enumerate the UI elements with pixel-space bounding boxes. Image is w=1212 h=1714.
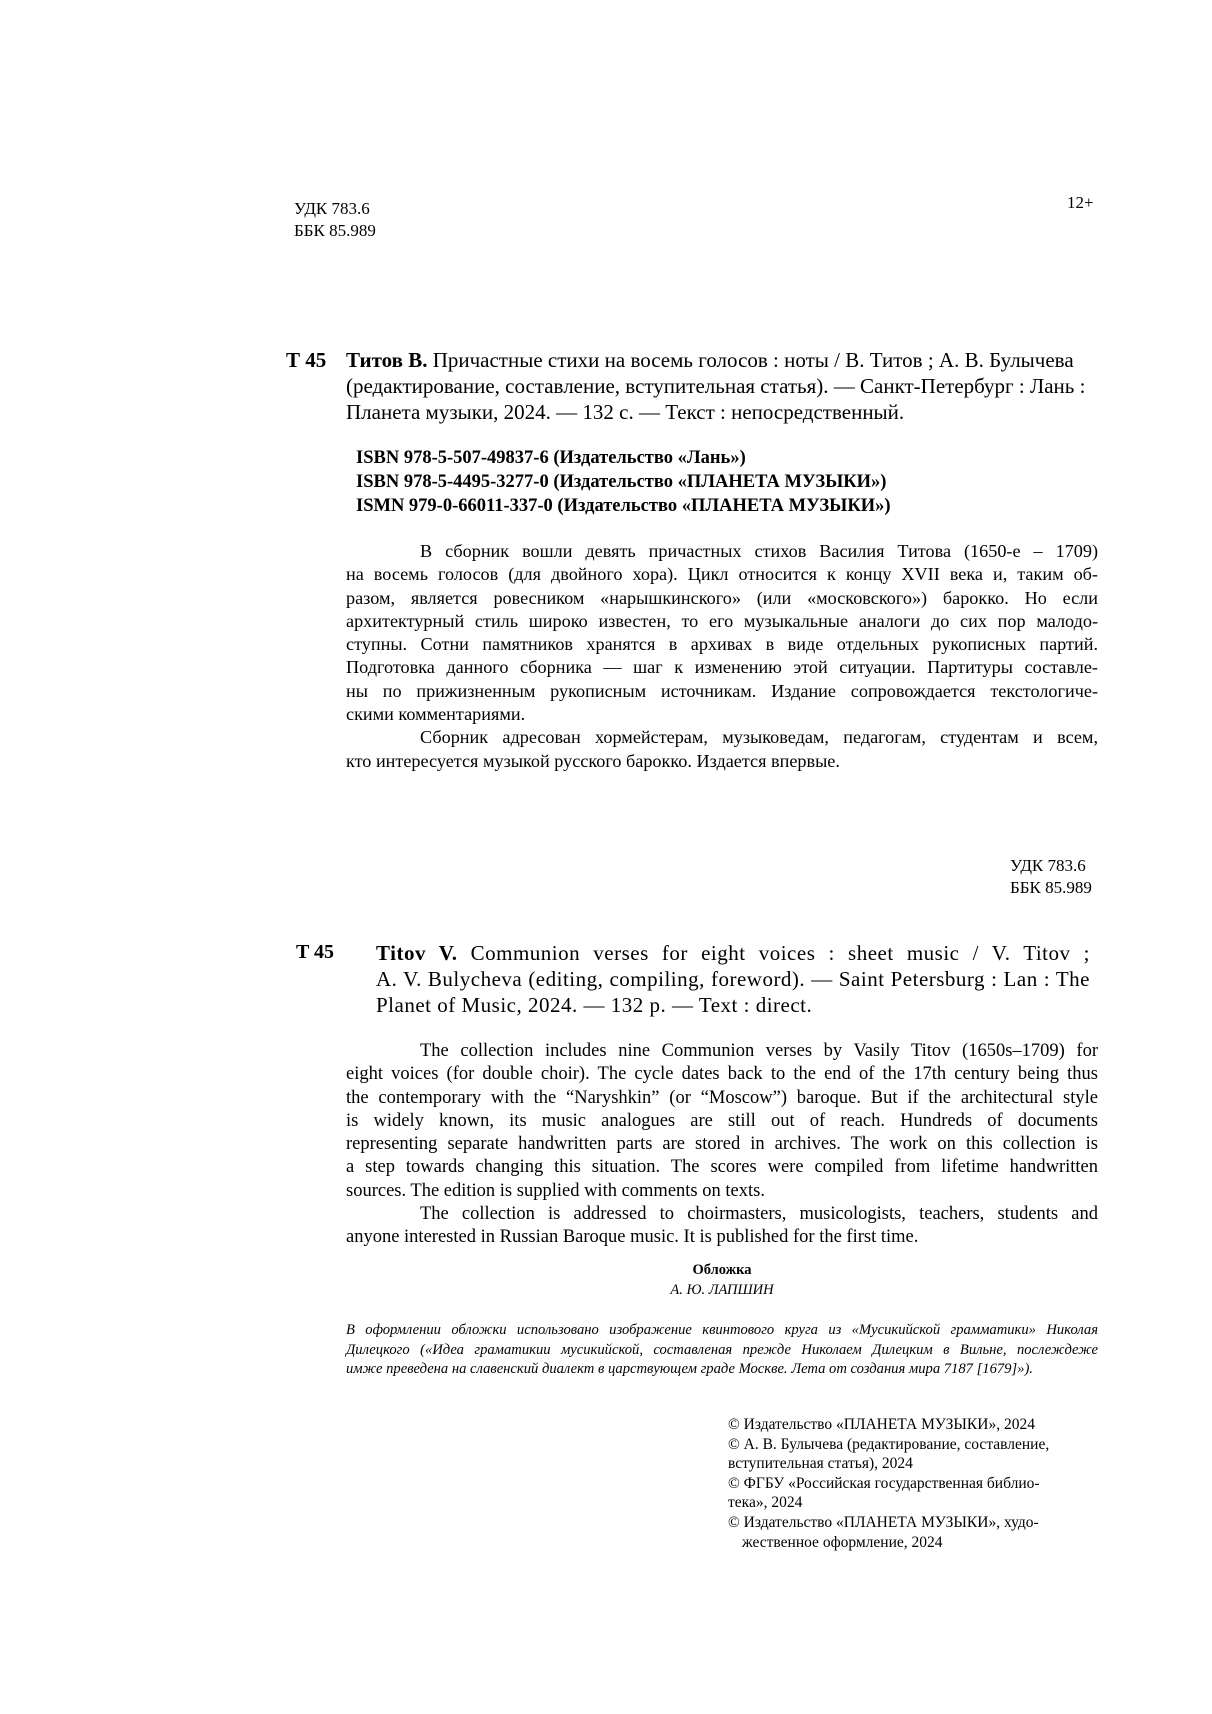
copyright-line: жественное оформление, 2024 [742, 1533, 943, 1551]
abstract-line: В сборник вошли девять причастных стихов Василия Титова (1650-е – 1709) [420, 541, 1098, 561]
abstract-line: на восемь голосов (для двойного хора). Цикл относится к концу XVII века и, таким об- [346, 564, 1098, 585]
ismn-planeta: ISMN 979-0-66011-337-0 (Издательство «ПЛАНЕТА МУЗЫКИ») [356, 496, 891, 516]
abstract-line: ны по прижизненным рукописным источникам. Издание сопровождается текстологиче- [346, 680, 1098, 701]
bibliographic-record-ru [346, 347, 1090, 425]
abstract-line: ступны. Сотни памятников хранятся в архивах в виде отдельных рукописных партий. [346, 634, 1098, 655]
record-author: Titov V. [376, 941, 458, 965]
isbn-lan: ISBN 978-5-507-49837-6 (Издательство «Лань») [356, 448, 746, 468]
bibliographic-record-en [376, 940, 1090, 1018]
cover-credit-label: Обложка [692, 1262, 752, 1278]
udk-code: УДК 783.6 [1010, 856, 1086, 875]
isbn-planeta: ISBN 978-5-4495-3277-0 (Издательство «ПЛАНЕТА МУЗЫКИ») [356, 472, 887, 492]
record-line [346, 347, 1090, 373]
copyright-line: тека», 2024 [728, 1494, 803, 1512]
author-sign-code-en: T 45 [296, 941, 334, 963]
isbn-block [356, 446, 891, 518]
abstract-line: кто интересуется музыкой русского барокко. Издается впервые. [346, 750, 840, 771]
abstract-en [346, 1040, 1098, 1250]
record-line: Planet of Music, 2024. — 132 p. — Text : direct. [376, 993, 813, 1017]
classification-codes-bottom [1010, 855, 1092, 899]
abstract-line: is widely known, its music analogues are still out of reach. Hundreds of documents [346, 1110, 1098, 1131]
copyright-line: © Издательство «ПЛАНЕТА МУЗЫКИ», худо- [728, 1513, 1039, 1531]
record-line: A. V. Bulycheva (editing, compiling, foreword). — Saint Petersburg : Lan : The [376, 967, 1090, 991]
cover-note-line: В оформлении обложки использовано изображение квинтового круга из «Мусикийской грамматики» Николая [346, 1322, 1098, 1338]
copyright-block [728, 1415, 1088, 1552]
abstract-line: representing separate handwritten parts are stored in archives. The work on this collection is [346, 1134, 1098, 1155]
record-author: Титов В. [346, 348, 428, 372]
classification-codes-top [294, 198, 376, 242]
abstract-line: a step towards changing this situation. The scores were compiled from lifetime handwritten [346, 1157, 1098, 1178]
record-title: Причастные стихи на восемь голосов : ноты / В. Титов ; А. В. Булычева [432, 348, 1074, 372]
age-rating: 12+ [1067, 193, 1094, 212]
copyright-line: © ФГБУ «Российская государственная библио- [728, 1474, 1040, 1492]
cover-note-line: Дилецкого («Идеа граматикии мусикийской, составленая прежде Николаем Дилецким в Вильне, послеждеже [346, 1341, 1098, 1358]
abstract-line: архитектурный стиль широко известен, то его музыкальные аналоги до сих пор малодо- [346, 610, 1098, 631]
bbk-code: ББК 85.989 [1010, 878, 1092, 897]
record-line [376, 940, 1090, 966]
abstract-line: eight voices (for double choir). The cycle dates back to the end of the 17th century being thus [346, 1064, 1098, 1085]
abstract-line: Подготовка данного сборника — шаг к изменению этой ситуации. Партитуры составле- [346, 657, 1098, 678]
abstract-line: the contemporary with the “Naryshkin” (or “Moscow”) baroque. But if the architectural style [346, 1087, 1098, 1108]
cover-design-note [346, 1321, 1098, 1380]
copyright-line: вступительная статья), 2024 [728, 1455, 913, 1473]
record-line: Планета музыки, 2024. — 132 с. — Текст : непосредственный. [346, 400, 905, 424]
cover-note-line: имже преведена на славенский диалект в царствующем граде Москве. Лета от создания мира 7187 [1679]»). [346, 1361, 1033, 1377]
abstract-line: anyone interested in Russian Baroque music. It is published for the first time. [346, 1227, 919, 1248]
abstract-line: скими комментариями. [346, 704, 526, 725]
abstract-line: The collection includes nine Communion verses by Vasily Titov (1650s–1709) for [420, 1041, 1098, 1061]
udk-code: УДК 783.6 [294, 199, 370, 218]
bbk-code: ББК 85.989 [294, 221, 376, 240]
author-sign-code: Т 45 [286, 348, 327, 372]
abstract-line: разом, является ровесником «нарышкинского» (или «московского») барокко. Но если [346, 587, 1098, 608]
copyright-line: © А. В. Булычева (редактирование, составление, [728, 1435, 1050, 1453]
abstract-line: sources. The edition is supplied with comments on texts. [346, 1180, 765, 1201]
record-title: Communion verses for eight voices : sheet music / V. Titov ; [470, 941, 1091, 965]
copyright-line: © Издательство «ПЛАНЕТА МУЗЫКИ», 2024 [728, 1416, 1035, 1433]
abstract-ru [346, 540, 1098, 773]
abstract-line: The collection is addressed to choirmasters, musicologists, teachers, students and [420, 1204, 1098, 1225]
record-line: (редактирование, составление, вступительная статья). — Санкт-Петербург : Лань : [346, 374, 1086, 398]
cover-artist-name: А. Ю. ЛАПШИН [670, 1282, 774, 1298]
abstract-line: Сборник адресован хормейстерам, музыковедам, педагогам, студентам и всем, [420, 727, 1098, 748]
